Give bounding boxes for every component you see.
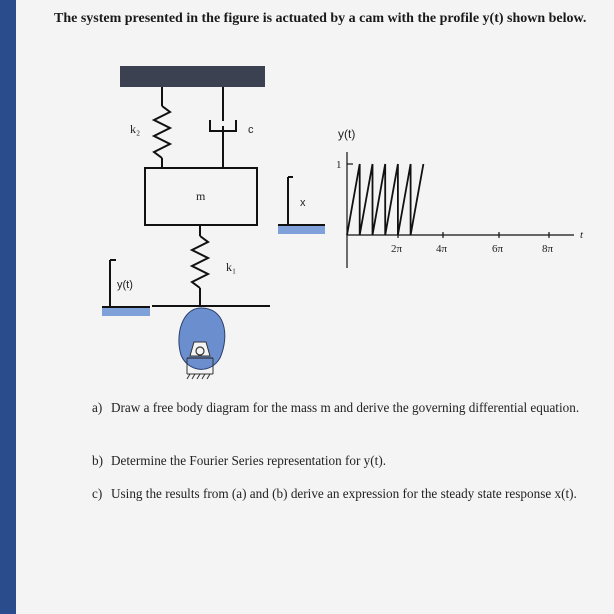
problem-statement: The system presented in the figure is actuated by a cam with the profile y(t) shown below. [54,11,587,26]
sawtooth-line [347,164,423,235]
label-k2: k₂ [130,122,141,136]
spring-k2 [154,87,170,168]
ceiling [120,66,265,87]
label-m: m [196,189,206,203]
label-k1: k₁ [226,260,237,274]
graph-x-tick-label: 4π [436,243,448,255]
question-b-text: Determine the Fourier Series representation for y(t). [111,453,387,468]
question-a-label: a) [92,400,103,415]
question-c [92,485,592,502]
question-a-text: Draw a free body diagram for the mass m and derive the governing differential equation. [111,400,580,415]
question-b [92,452,592,469]
graph-x-tick-label: 2π [391,243,403,255]
graph-x-axis-label: t [580,229,584,241]
graph-x-tick-label: 6π [492,243,504,255]
question-b-label: b) [92,453,103,468]
question-c-label: c) [92,486,103,501]
question-a [92,399,592,416]
label-y: y(t) [117,279,133,291]
label-x: x [300,197,306,209]
cam-profile-graph [336,127,584,268]
graph-x-tick-label: 8π [542,243,554,255]
question-c-text: Using the results from (a) and (b) derive an expression for the steady state response x(t). [111,486,577,501]
damper-c [210,87,236,168]
graph-y-axis-label: y(t) [338,127,356,141]
spring-k1 [192,225,208,305]
cam [179,308,225,379]
graph-y-tick-label: 1 [336,159,342,171]
label-c: c [248,124,254,136]
